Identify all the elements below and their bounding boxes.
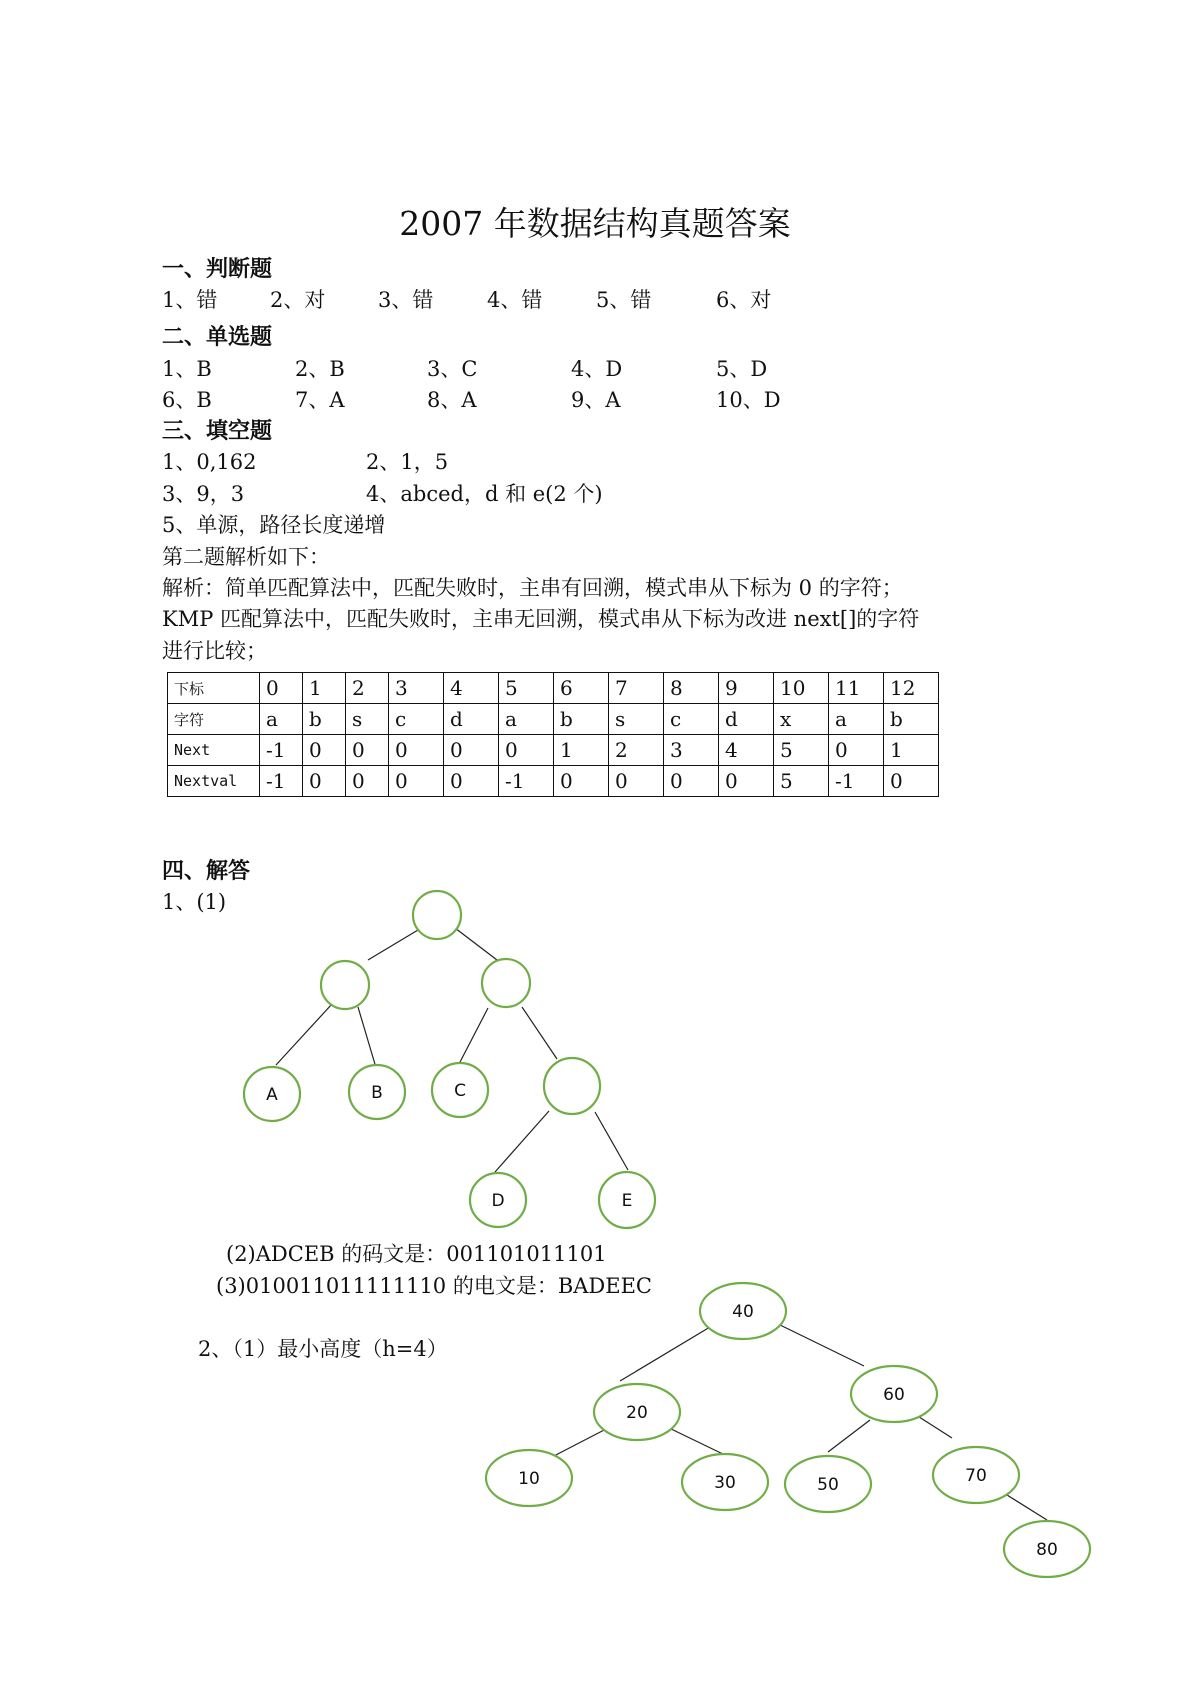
kmp-cell: 1: [884, 735, 939, 766]
judgment-answer: 1、错: [162, 288, 218, 312]
kmp-cell: 2: [609, 735, 664, 766]
tree-node-label: 40: [732, 1302, 754, 1322]
tree-node-label: 70: [965, 1466, 987, 1486]
kmp-cell: 0: [554, 766, 609, 797]
tree-node-label: E: [621, 1191, 633, 1211]
tree-node-label: 30: [714, 1473, 736, 1493]
kmp-cell: b: [303, 704, 346, 735]
tree-node: [321, 961, 369, 1009]
kmp-cell: 4: [444, 673, 499, 704]
section-heading-answer: 四、解答: [162, 859, 251, 884]
q1-part2: (2)ADCEB 的码文是：001101011101: [226, 1242, 607, 1266]
kmp-cell: 11: [829, 673, 884, 704]
tree-node-label: 50: [817, 1475, 839, 1495]
fill-answer: 2、1，5: [366, 450, 449, 474]
kmp-cell: 0: [389, 766, 444, 797]
choice-answer: 1、B: [162, 357, 212, 381]
kmp-cell: c: [664, 704, 719, 735]
kmp-cell: 0: [664, 766, 719, 797]
kmp-cell: 12: [884, 673, 939, 704]
kmp-row-label: Next: [168, 735, 260, 766]
choice-answer: 2、B: [295, 357, 345, 381]
kmp-cell: 5: [499, 673, 554, 704]
tree-node: [482, 959, 530, 1007]
choice-answer: 3、C: [427, 357, 478, 381]
q1-part3: (3)010011011111110 的电文是：BADEEC: [216, 1274, 652, 1298]
kmp-cell: a: [260, 704, 303, 735]
choice-answer: 9、A: [571, 388, 621, 412]
kmp-row-label: 字符: [168, 704, 260, 735]
analysis-text: 进行比较；: [162, 639, 267, 663]
tree-node-label: A: [266, 1085, 278, 1105]
kmp-cell: 9: [719, 673, 774, 704]
huffman-tree-nodes: [244, 891, 655, 1228]
fill-answer: 3、9，3: [162, 482, 245, 506]
tree-node-label: 20: [626, 1403, 648, 1423]
kmp-row-label: Nextval: [168, 766, 260, 797]
fill-answer: 5、单源，路径长度递增: [162, 513, 386, 537]
kmp-cell: 5: [774, 735, 829, 766]
kmp-cell: 0: [260, 673, 303, 704]
fill-answer: 1、0,162: [162, 450, 257, 474]
kmp-cell: 0: [303, 735, 346, 766]
judgment-answer: 4、错: [487, 288, 543, 312]
tree-node-label: 10: [518, 1469, 540, 1489]
choice-answer: 5、D: [716, 357, 768, 381]
judgment-answer: 5、错: [596, 288, 652, 312]
kmp-cell: b: [884, 704, 939, 735]
kmp-row-label: 下标: [168, 673, 260, 704]
kmp-cell: d: [444, 704, 499, 735]
kmp-cell: 0: [346, 735, 389, 766]
tree-node-label: D: [491, 1191, 505, 1211]
tree-node-label: C: [454, 1081, 466, 1101]
q2-label: 2、（1）最小高度（h=4）: [198, 1337, 448, 1361]
page-title: 2007 年数据结构真题答案: [399, 204, 791, 243]
kmp-cell: -1: [260, 766, 303, 797]
kmp-cell: 8: [664, 673, 719, 704]
kmp-cell: a: [829, 704, 884, 735]
section-heading-fill: 三、填空题: [162, 419, 273, 444]
kmp-cell: 0: [829, 735, 884, 766]
judgment-answer: 2、对: [270, 288, 326, 312]
kmp-cell: 3: [664, 735, 719, 766]
kmp-cell: 0: [303, 766, 346, 797]
choice-answer: 4、D: [571, 357, 623, 381]
analysis-text: 解析：简单匹配算法中，匹配失败时，主串有回溯，模式串从下标为 0 的字符；: [162, 576, 903, 600]
q1-label: 1、(1): [162, 890, 227, 914]
kmp-cell: 7: [609, 673, 664, 704]
kmp-cell: 0: [444, 766, 499, 797]
choice-answer: 6、B: [162, 388, 212, 412]
huffman-tree-edges: [276, 927, 628, 1172]
bst-nodes: [486, 1283, 1090, 1577]
tree-node: [413, 891, 461, 939]
kmp-cell: 0: [609, 766, 664, 797]
analysis-text: KMP 匹配算法中，匹配失败时，主串无回溯，模式串从下标为改进 next[]的字符: [162, 607, 920, 631]
tree-node-label: B: [371, 1083, 383, 1103]
kmp-cell: 0: [346, 766, 389, 797]
kmp-cell: a: [499, 704, 554, 735]
judgment-answer: 6、对: [716, 288, 772, 312]
kmp-cell: s: [609, 704, 664, 735]
kmp-cell: 0: [444, 735, 499, 766]
kmp-cell: 1: [554, 735, 609, 766]
kmp-cell: -1: [829, 766, 884, 797]
kmp-cell: x: [774, 704, 829, 735]
kmp-cell: 6: [554, 673, 609, 704]
tree-node-label: 80: [1036, 1540, 1058, 1560]
kmp-cell: -1: [260, 735, 303, 766]
kmp-cell: 0: [389, 735, 444, 766]
kmp-cell: 10: [774, 673, 829, 704]
kmp-cell: 1: [303, 673, 346, 704]
section-heading-choice: 二、单选题: [162, 325, 273, 350]
kmp-cell: 5: [774, 766, 829, 797]
kmp-cell: c: [389, 704, 444, 735]
kmp-cell: 0: [499, 735, 554, 766]
kmp-cell: -1: [499, 766, 554, 797]
kmp-cell: 0: [719, 766, 774, 797]
tree-node: [544, 1058, 600, 1114]
kmp-cell: 4: [719, 735, 774, 766]
kmp-cell: s: [346, 704, 389, 735]
fill-answer: 4、abced，d 和 e(2 个): [366, 482, 603, 506]
kmp-cell: d: [719, 704, 774, 735]
choice-answer: 10、D: [716, 388, 781, 412]
kmp-cell: 2: [346, 673, 389, 704]
section-heading-judgment: 一、判断题: [162, 257, 273, 282]
kmp-cell: 0: [884, 766, 939, 797]
analysis-note: 第二题解析如下：: [162, 545, 330, 569]
tree-node-label: 60: [883, 1385, 905, 1405]
kmp-cell: 3: [389, 673, 444, 704]
choice-answer: 8、A: [427, 388, 477, 412]
judgment-answer: 3、错: [378, 288, 434, 312]
kmp-cell: b: [554, 704, 609, 735]
choice-answer: 7、A: [295, 388, 345, 412]
